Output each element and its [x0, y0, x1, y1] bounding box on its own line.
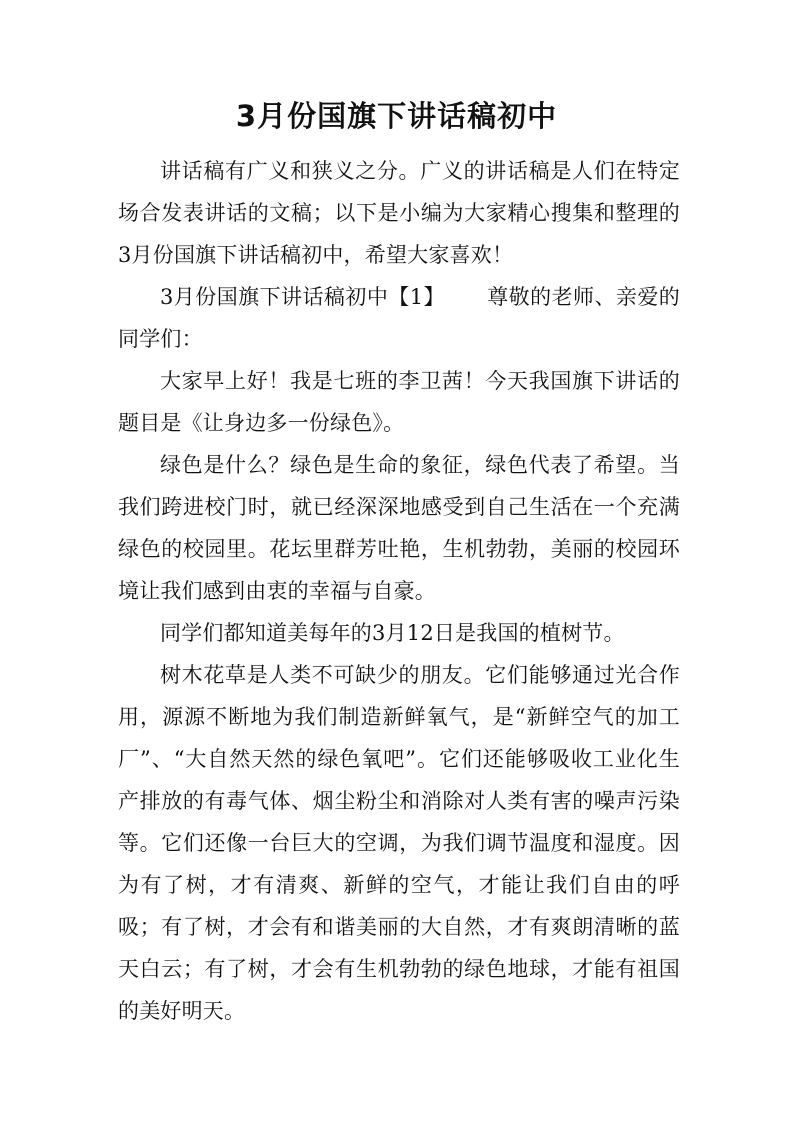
trees-paragraph: 树木花草是人类不可缺少的朋友。它们能够通过光合作用，源源不断地为我们制造新鲜氧气，是“新鲜空气的加工厂”、“大自然天然的绿色氧吧”。它们还能够吸收工业化生产排放的有毒气体、烟尘粉尘和消除对人类有害的噪声污染等。它们还像一台巨大的空调，为我们调节温度和湿度。因为有了树，才有清爽、新鲜的空气，才能让我们自由的呼吸；有了树，才会有和谐美丽的大自然，才有爽朗清晰的蓝天白云；有了树，才会有生机勃勃的绿色地球，才能有祖国的美好明天。: [118, 663, 680, 1023]
green-paragraph: 绿色是什么？绿色是生命的象征，绿色代表了希望。当我们跨进校门时，就已经深深地感受到自己生活在一个充满绿色的校园里。花坛里群芳吐艳，生机勃勃，美丽的校园环境让我们感到由衷的幸福与自豪。: [118, 453, 680, 603]
arbor-day-paragraph: 同学们都知道美每年的3月12日是我国的植树节。: [160, 621, 625, 645]
speech-heading-paragraph: [118, 276, 680, 360]
page-title: 3月份国旗下讲话稿初中: [235, 99, 558, 133]
speech-heading: 3月份国旗下讲话稿初中【1】: [160, 285, 445, 309]
greeting-paragraph: 大家早上好！我是七班的李卫茜！今天我国旗下讲话的题目是《让身边多一份绿色》。: [118, 369, 680, 435]
intro-paragraph: 讲话稿有广义和狭义之分。广义的讲话稿是人们在特定场合发表讲话的文稿；以下是小编为大家精心搜集和整理的3月份国旗下讲话稿初中，希望大家喜欢！: [118, 159, 680, 267]
document-body: [118, 150, 680, 1032]
salutation: 尊敬的老师、亲爱的同学们：: [118, 285, 680, 351]
